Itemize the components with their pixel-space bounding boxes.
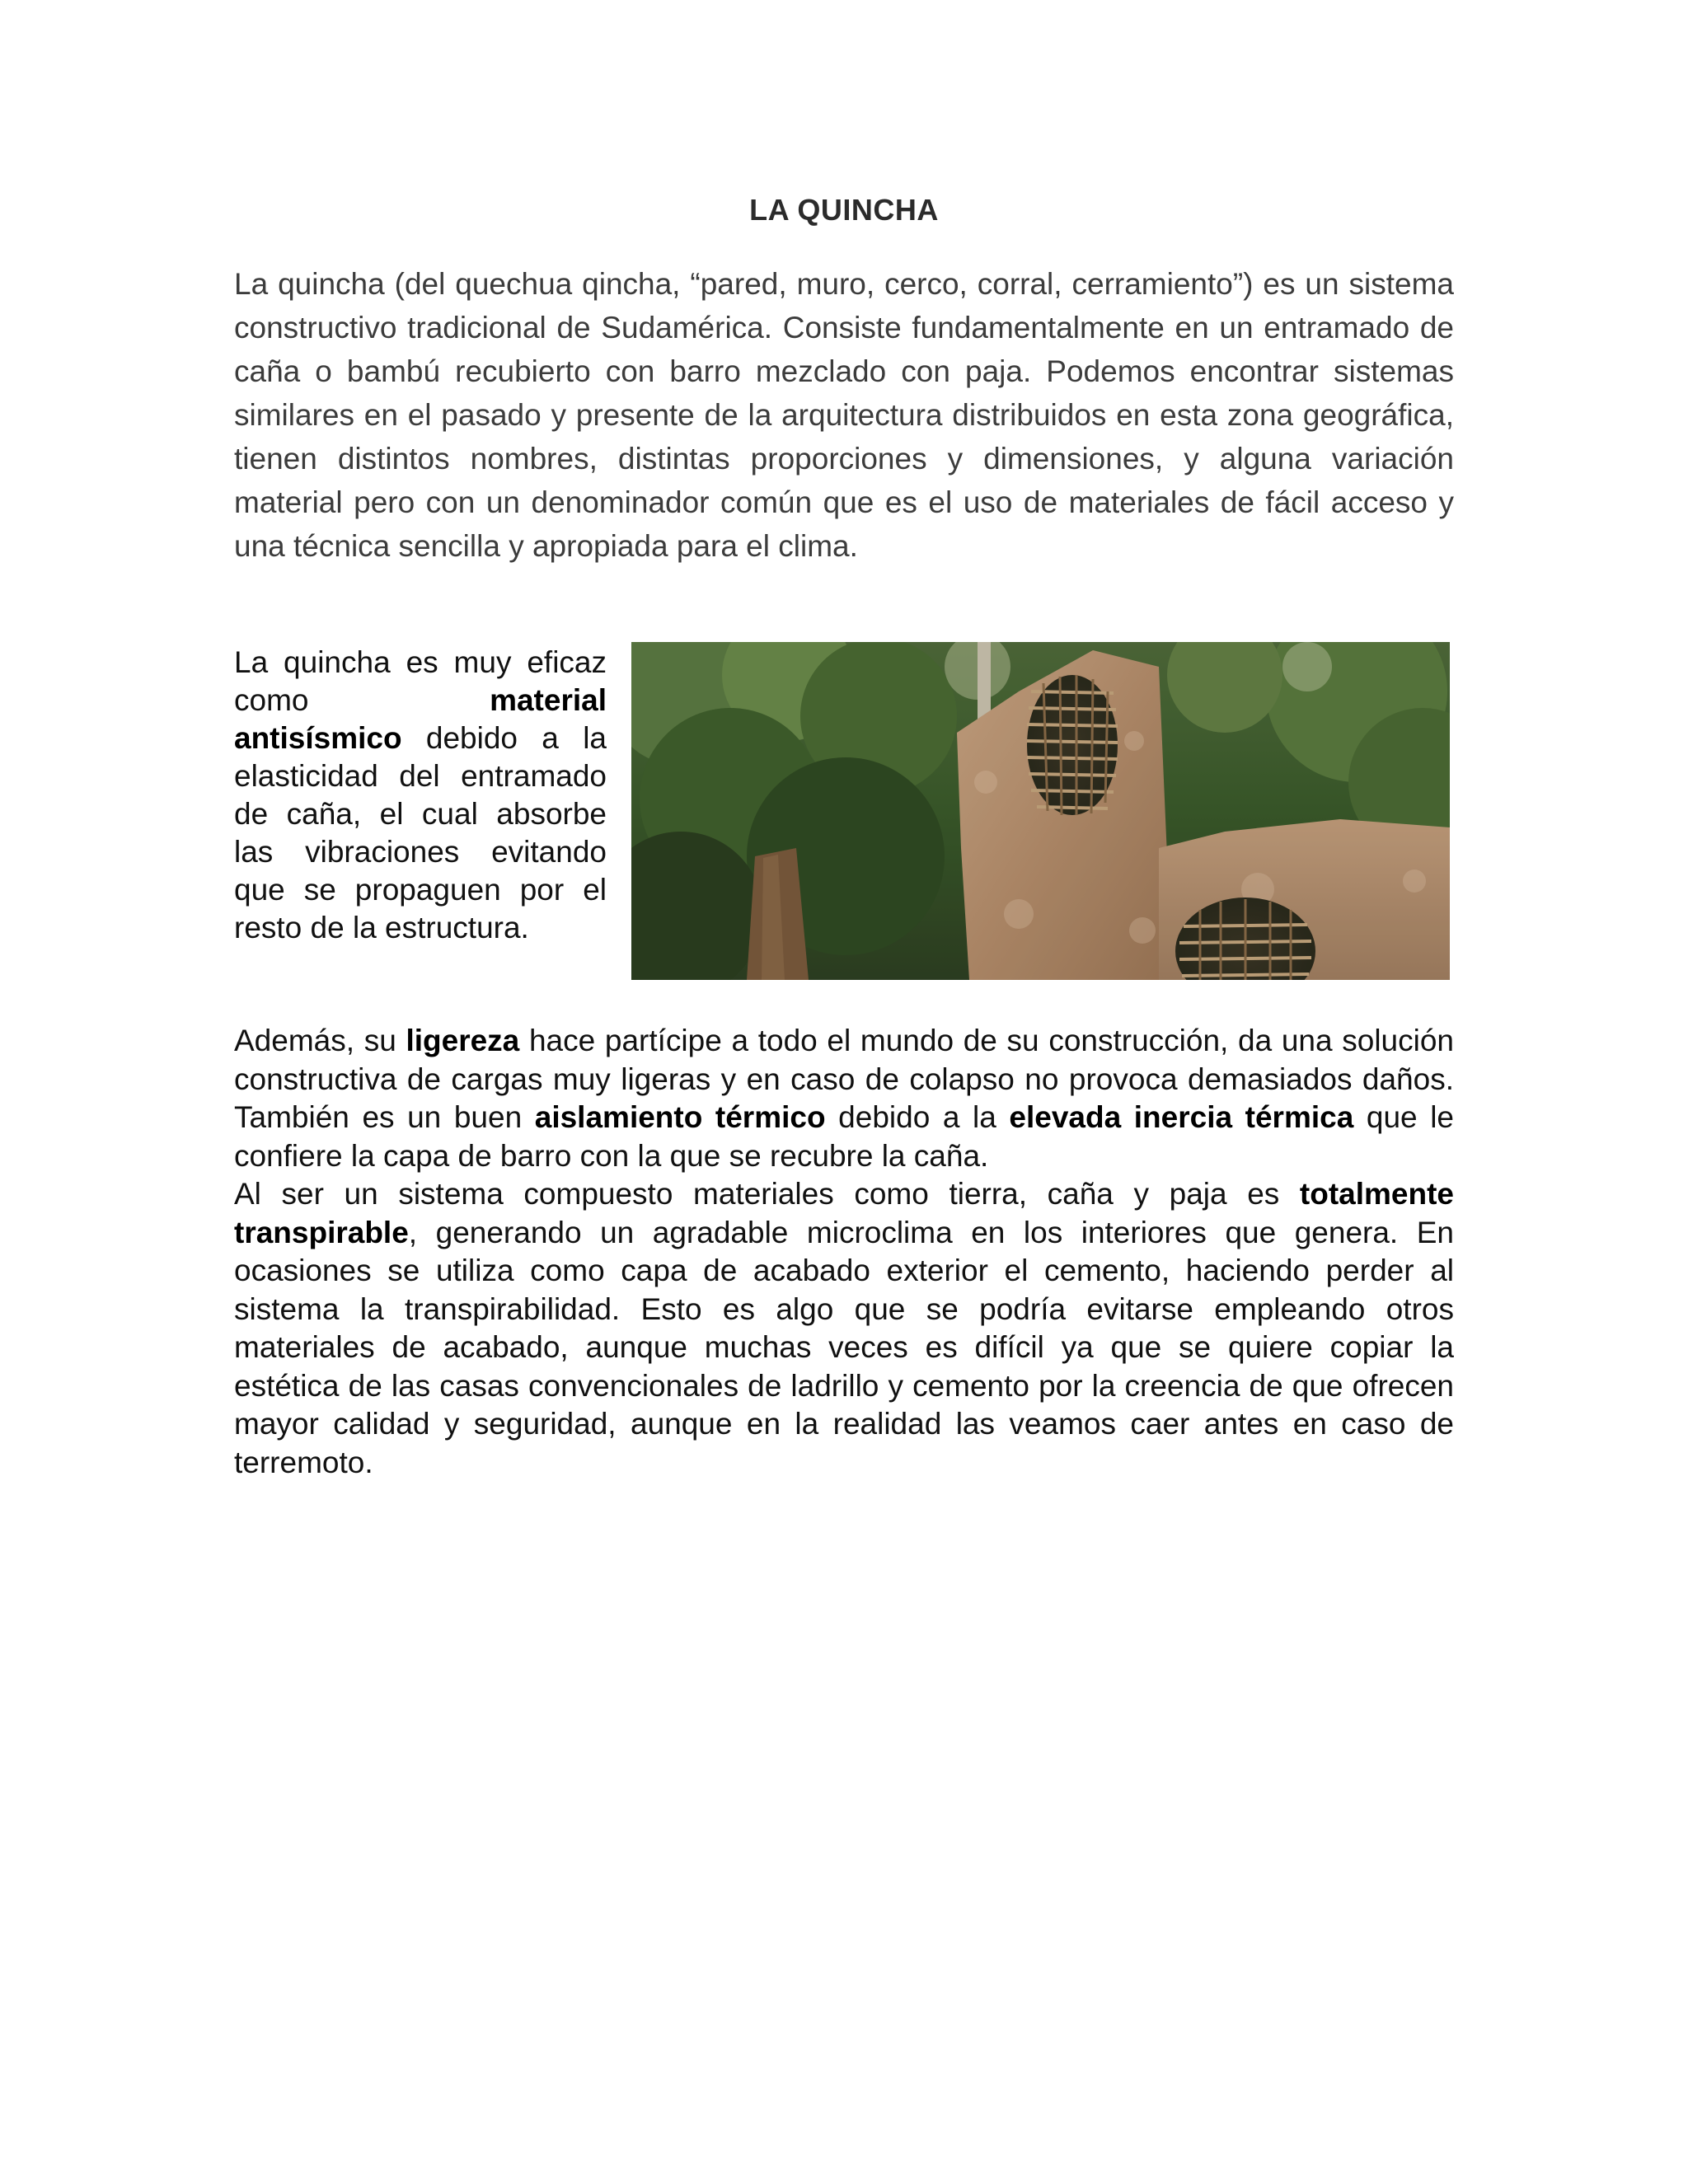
- body-text: [234, 1022, 1454, 1482]
- page-title: LA QUINCHA: [749, 193, 939, 227]
- text-run: , generando un agradable microclima en los interiores que genera. En ocasiones se utiliza como capa de acabado exterior el cemento, haciendo perder al sistema la transpirabilidad. Esto es algo que se podría evitarse empleando otros materiales de acabado, aunque muchas veces es difícil ya que se quiere copiar la estética de las casas convencionales de ladrillo y cemento por la creencia de que ofrecen mayor calidad y seguridad, aunque en la realidad las veamos caer antes en caso de terremoto.: [234, 1215, 1454, 1479]
- text-run: La quincha es muy eficaz como: [234, 645, 607, 717]
- text-run: hace partícipe a todo el mundo de su construcción, da una solución constructiva de cargas muy ligeras y en caso de colapso no provoca demasiados daños. También es un buen: [234, 1024, 1454, 1134]
- text-run: que le confiere la capa de barro con la que se recubre la caña.: [234, 1100, 1455, 1173]
- quincha-wall-photo: [631, 642, 1450, 980]
- antiseismic-paragraph: [234, 644, 607, 947]
- bold-term: elevada inercia térmica: [1009, 1100, 1354, 1134]
- bold-term: material antisísmico: [234, 683, 607, 755]
- lightness-paragraph: [234, 1022, 1454, 1175]
- text-run: Al ser un sistema compuesto materiales como tierra, caña y paja es: [234, 1177, 1300, 1211]
- text-run: debido a la elasticidad del entramado de caña, el cual absorbe las vibraciones evitando que se propaguen por el resto de la estructura.: [234, 721, 607, 944]
- bold-term: totalmente transpirable: [234, 1177, 1454, 1249]
- bold-term: aislamiento térmico: [534, 1100, 826, 1134]
- intro-paragraph: La quincha (del quechua qincha, “pared, muro, cerco, corral, cerramiento”) es un sistema constructivo tradicional de Sudamérica. Consiste fundamentalmente en un entramado de caña o bambú recubierto con barro mezclado con paja. Podemos encontrar sistemas similares en el pasado y presente de la arquitectura distribuidos en esta zona geográfica, tienen distintos nombres, distintas proporciones y dimensiones, y alguna variación material pero con un denominador común que es el uso de materiales de fácil acceso y una técnica sencilla y apropiada para el clima.: [234, 267, 1454, 563]
- text-run: debido a la: [825, 1100, 1010, 1134]
- text-run: Además, su: [234, 1024, 406, 1057]
- bold-term: ligereza: [406, 1024, 520, 1057]
- breathable-paragraph: [234, 1175, 1454, 1482]
